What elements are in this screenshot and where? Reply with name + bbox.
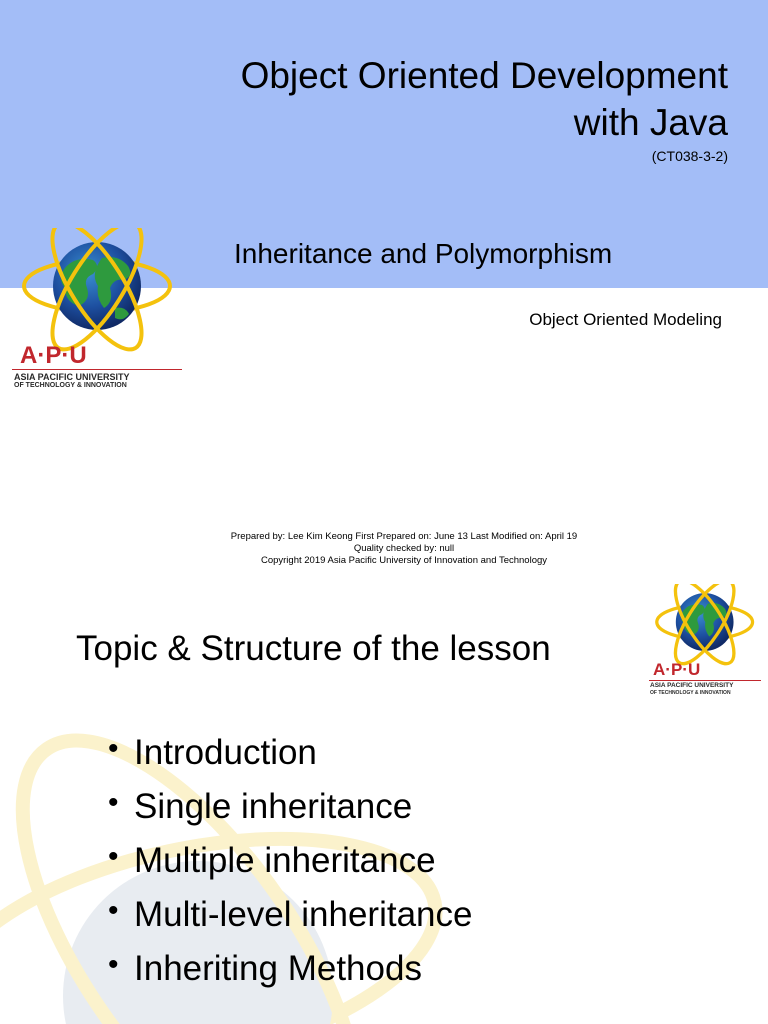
logo-letters: A·P·U	[20, 342, 87, 369]
slide-title	[241, 52, 728, 146]
logo-university-line: ASIA PACIFIC UNIVERSITY	[650, 682, 734, 689]
globe-atom-icon	[10, 228, 185, 353]
topics-slide	[0, 576, 768, 1024]
topic-text: Introduction	[134, 733, 317, 772]
topic-text: Inheriting Methods	[134, 949, 422, 988]
globe-atom-icon	[645, 584, 765, 666]
slide-subtitle: Inheritance and Polymorphism	[234, 238, 613, 269]
logo-technology-line: OF TECHNOLOGY & INNOVATION	[650, 690, 731, 696]
topic-item	[108, 888, 472, 942]
apu-logo	[10, 228, 185, 393]
topic-text: Multi-level inheritance	[134, 895, 473, 934]
bullet-icon: •	[108, 894, 119, 927]
logo-university-line: ASIA PACIFIC UNIVERSITY	[14, 372, 130, 382]
topic-item	[108, 942, 472, 996]
logo-divider	[649, 680, 761, 681]
title-line-1: Object Oriented Development	[240, 55, 728, 96]
topic-text: Multiple inheritance	[134, 841, 436, 880]
module-name: Object Oriented Modeling	[529, 310, 722, 329]
course-code: (CT038-3-2)	[651, 148, 728, 164]
prepared-line-1: Prepared by: Lee Kim Keong First Prepared on: June 13 Last Modified on: April 19	[230, 531, 578, 542]
logo-technology-line: OF TECHNOLOGY & INNOVATION	[14, 382, 127, 389]
topic-item	[108, 726, 472, 780]
bullet-icon: •	[108, 786, 119, 819]
title-line-2: with Java	[573, 102, 728, 143]
bullet-icon: •	[108, 948, 119, 981]
logo-letters: A·P·U	[653, 660, 701, 679]
topic-item	[108, 780, 472, 834]
bullet-icon: •	[108, 732, 119, 765]
topic-list	[108, 726, 472, 996]
prepared-line-2: Quality checked by: null	[353, 543, 455, 554]
topic-text: Single inheritance	[134, 787, 413, 826]
slide-heading: Topic & Structure of the lesson	[76, 629, 551, 668]
prepared-by-footer	[0, 531, 768, 567]
apu-logo-small	[645, 584, 765, 704]
topic-item	[108, 834, 472, 888]
logo-divider	[12, 369, 182, 370]
prepared-line-3: Copyright 2019 Asia Pacific University of Innovation and Technology	[260, 555, 548, 566]
bullet-icon: •	[108, 840, 119, 873]
